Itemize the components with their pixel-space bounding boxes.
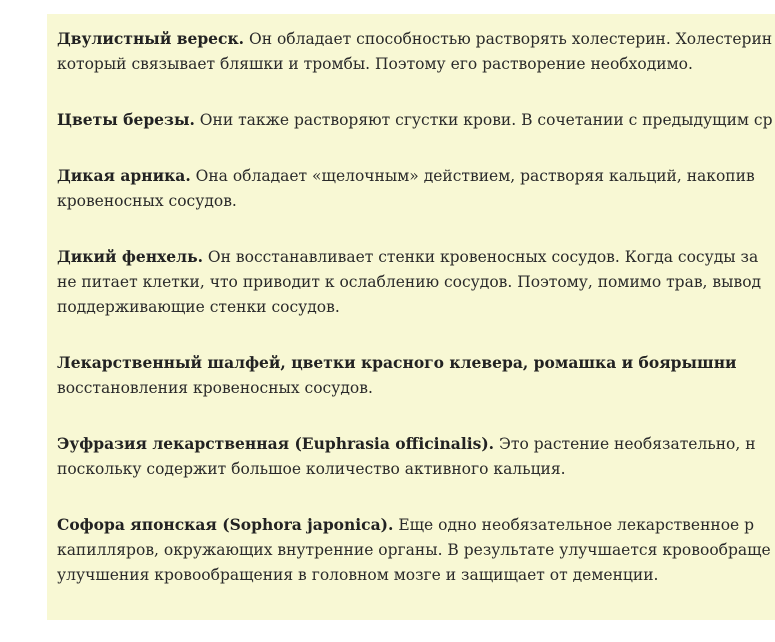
paragraph-text: Она обладает «щелочным» действием, растворяя кальций, накопив [190,167,755,185]
paragraph-text: улучшения кровообращения в головном мозге и защищает от деменции. [57,566,659,584]
paragraph-arnica [57,163,775,214]
paragraph-term: Лекарственный шалфей, цветки красного клевера, ромашка и боярышни [57,353,737,372]
paragraph-fennel [57,244,775,320]
paragraph-euphrasia [57,431,775,482]
paragraph-text: Он восстанавливает стенки кровеносных сосудов. Когда сосуды за [203,248,759,266]
paragraph-text: кровеносных сосудов. [57,192,237,210]
paragraph-text: Еще одно необязательное лекарственное р [393,516,755,534]
paragraph-text: который связывает бляшки и тромбы. Поэтому его растворение необходимо. [57,55,693,73]
paragraph-text: восстановления кровеносных сосудов. [57,379,373,397]
paragraph-sophora [57,512,775,588]
paragraph-term: Цветы березы. [57,110,195,129]
paragraph-term: Дикий фенхель. [57,247,203,266]
paragraph-term: Эуфразия лекарственная (Euphrasia officinalis). [57,434,495,453]
article-panel [47,14,775,620]
paragraph-term: Софора японская (Sophora japonica). [57,515,394,534]
paragraph-birch [57,107,775,133]
paragraph-heather [57,26,775,77]
article-content [57,26,775,618]
paragraph-term: Дикая арника. [57,166,191,185]
paragraph-text: Он обладает способностью растворять холестерин. Холестерин [244,30,773,48]
paragraph-text: поскольку содержит большое количество активного кальция. [57,460,566,478]
paragraph-text: капилляров, окружающих внутренние органы. В результате улучшается кровообраще [57,541,771,559]
paragraph-text: Это растение необязательно, н [494,435,756,453]
paragraph-text: Они также растворяют сгустки крови. В сочетании с предыдущим ср [194,111,773,129]
paragraph-text: не питает клетки, что приводит к ослаблению сосудов. Поэтому, помимо трав, вывод [57,273,762,291]
paragraph-sage [57,350,775,401]
paragraph-term: Двулистный вереск. [57,29,245,48]
paragraph-text: поддерживающие стенки сосудов. [57,298,340,316]
